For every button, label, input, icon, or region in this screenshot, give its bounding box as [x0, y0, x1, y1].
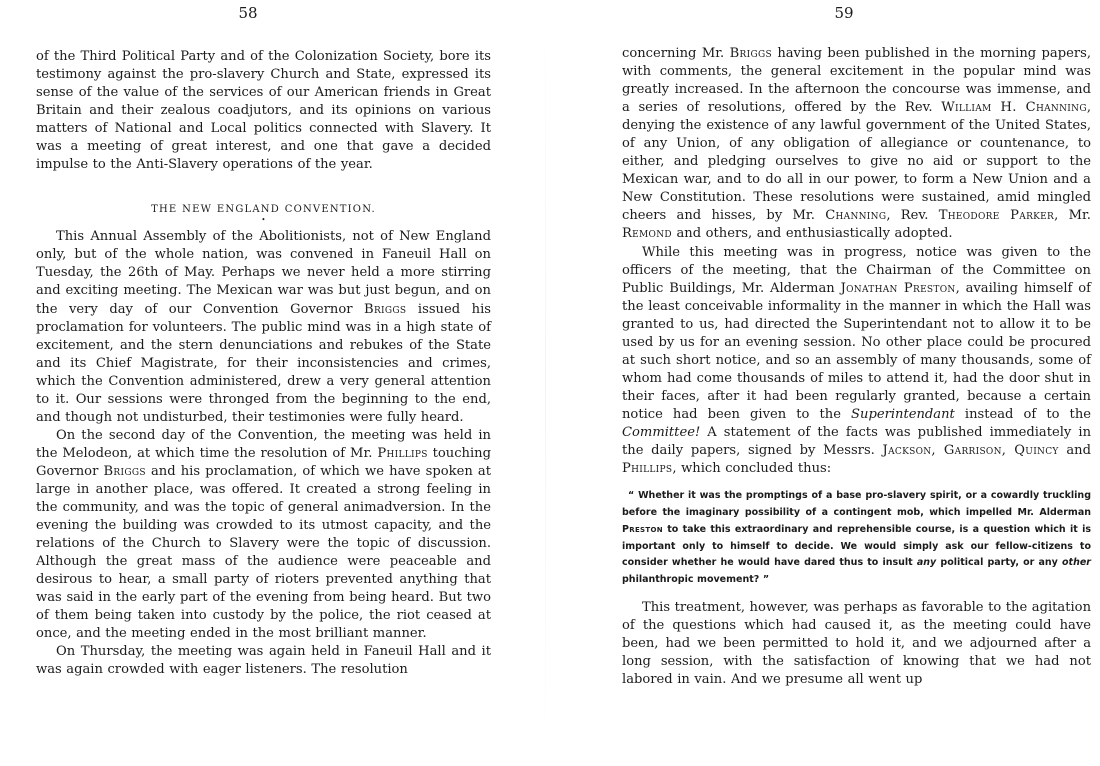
person-name: Jonathan Preston	[840, 280, 956, 296]
person-name: Preston	[622, 523, 663, 535]
paragraph: of the Third Political Party and of the Colonization Society, bore its testimony against the pro-slavery Church and State, expressed its sense of the value of the services of our American friends in Great Britain and their zealous coadjutors, and its opinions on various matters of National and Local politics connected with Slavery. It was a meeting of great interest, and one that gave a decided impulse to the Anti-Slavery operations of the year.	[36, 49, 491, 173]
right-page	[560, 0, 1100, 766]
emphasis: other	[1062, 557, 1091, 569]
person-name: Phillips	[377, 445, 428, 461]
paragraph: On the second day of the Convention, the meeting was held in the Melodeon, at which time the resolution of Mr. Phillips touching Governor Briggs and his proclamation, of which we have spoken at large in another place, was offered. It created a strong feeling in the community, and was the topic of general animadversion. In the evening the building was crowded to its utmost capacity, and the relations of the Church to Slavery were the topic of discussion. Although the great mass of the audience were peaceable and desirous to hear, a small party of rioters prevented anything that was said in the early part of the evening from being heard. But two of them being taken into custody by the police, the riot ceased at once, and the meeting ended in the most brilliant manner.	[36, 427, 491, 642]
person-name: Phillips	[622, 461, 673, 477]
person-name: Briggs	[729, 46, 772, 61]
left-page-text	[36, 48, 491, 680]
paragraph: While this meeting was in progress, notice was given to the officers of the meeting, that the Chairman of the Committee on Public Buildings, Mr. Alderman Jonathan Preston, availing himself of the least conceivable informality in the manner in which the Hall was granted to us, had directed the Superintendant not to allow it to be used by us for an evening session. No other place could be procured at such short notice, and so an assembly of many thousands, some of whom had come thousands of miles to attend it, had the door shut in their faces, after it had been regularly granted, because a certain notice had been given to the Superintendant instead of to the Committee! A statement of the facts was published immediately in the daily papers, signed by Messrs. Jackson, Garrison, Quincy and Phillips, which concluded thus:	[622, 244, 1091, 477]
book-gutter	[545, 0, 546, 766]
right-page-text	[622, 45, 1091, 689]
paragraph: This Annual Assembly of the Abolitionists, not of New England only, but of the whole nation, was convened in Faneuil Hall on Tuesday, the 26th of May. Perhaps we never held a more stirring and exciting meeting. The Mexican war was but just begun, and on the very day of our Convention Governor Briggs issued his proclamation for volunteers. The public mind was in a high state of excitement, and the stern denunciations and rebukes of the State and its Chief Magistrate, for their inconsistencies and crimes, which the Convention administered, drew a very general attention to it. Our sessions were thronged from the beginning to the end, and though not undisturbed, their testimonies were fully heard.	[36, 229, 492, 425]
emphasis: Superintendant	[851, 406, 955, 422]
person-name: Theodore Parker	[938, 208, 1055, 224]
page-number-left: 58	[238, 4, 258, 22]
section-heading: THE NEW ENGLAND CONVENTION.	[151, 204, 376, 216]
paragraph: On Thursday, the meeting was again held in Faneuil Hall and it was again crowded with eager listeners. The resolution	[36, 644, 491, 678]
person-name: Remond	[622, 226, 672, 242]
block-quote: “ Whether it was the promptings of a base pro-slavery spirit, or a cowardly truckling before the imaginary possibility of a contingent mob, which impelled Mr. Alderman Preston to take this extraordinary and reprehensible course, is a question which it is important only to himself to decide. We would simply ask our fellow-citizens to consider whether he would have dared thus to insult any political party, or any other philanthropic movement? ”	[622, 490, 1091, 586]
person-name: Briggs	[103, 463, 146, 479]
page-number-right: 59	[834, 4, 854, 22]
emphasis: Committee!	[622, 424, 701, 440]
ornament: •	[261, 216, 266, 225]
paragraph: concerning Mr. Briggs having been published in the morning papers, with comments, the general excitement in the popular mind was greatly increased. In the afternoon the concourse was immense, and a series of resolutions, offered by the Rev. William H. Channing, denying the existence of any lawful government of the United States, of any Union, of any obligation of allegiance or countenance, to either, and pledging ourselves to give no aid or support to the Mexican war, and to do all in our power, to form a New Union and a New Constitution. These resolutions were sustained, amid mingled cheers and hisses, by Mr. Channing, Rev. Theodore Parker, Mr. Remond and others, and enthusiastically adopted.	[622, 46, 1091, 242]
person-name: Channing	[825, 208, 887, 224]
emphasis: any	[916, 557, 937, 569]
person-name: Jackson, Garrison, Quincy	[882, 443, 1059, 459]
person-name: William H. Channing	[941, 100, 1087, 116]
left-page	[0, 0, 530, 766]
person-name: Briggs	[364, 301, 407, 317]
paragraph: This treatment, however, was perhaps as favorable to the agitation of the questions which had caused it, as the meeting could have been, had we been permitted to hold it, and we adjourned after a long session, with the satisfaction of knowing that we had not labored in vain. And we presume all went up	[622, 599, 1091, 688]
